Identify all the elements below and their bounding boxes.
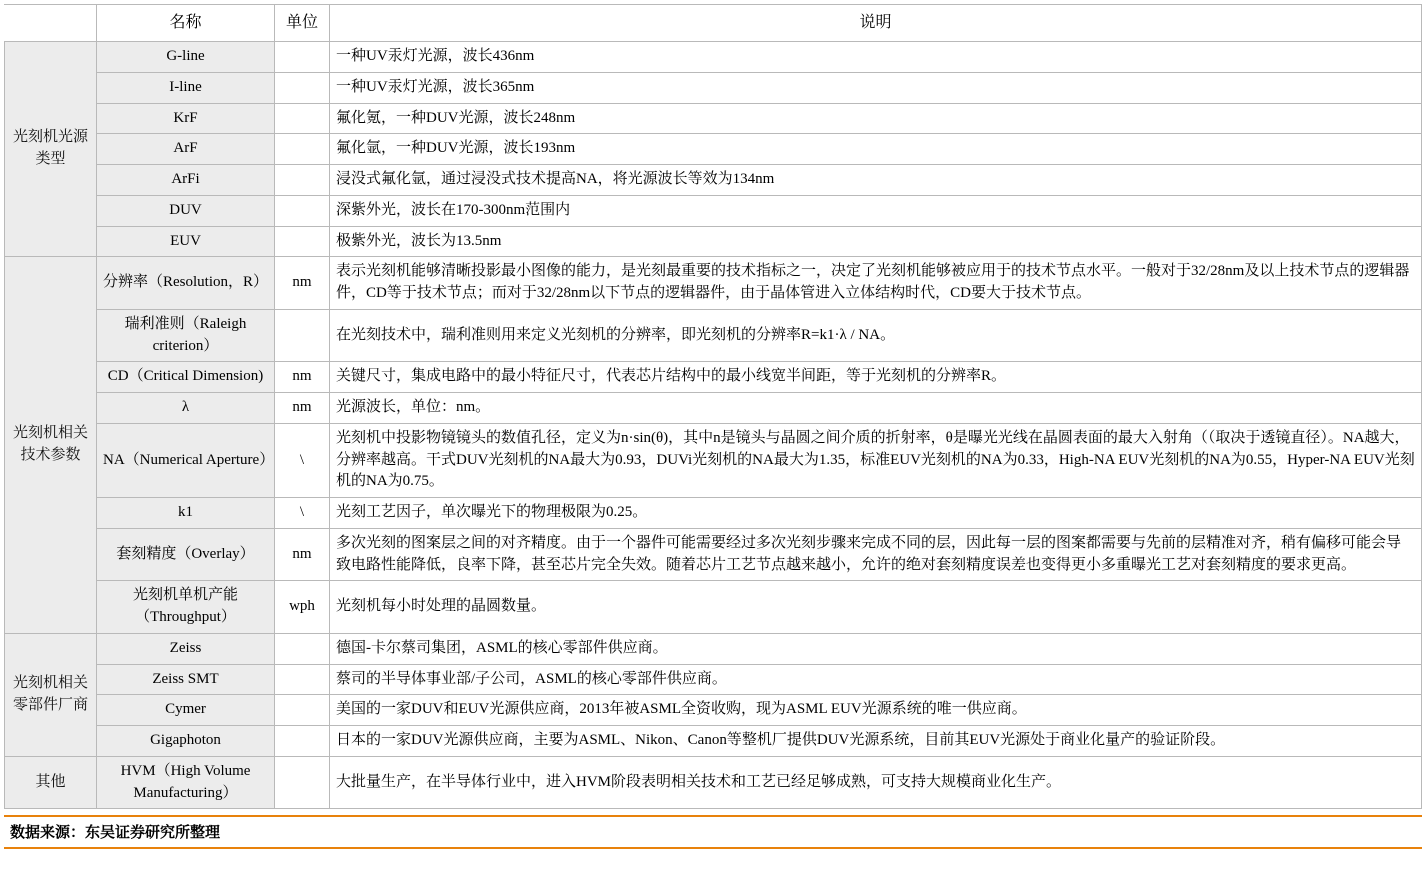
table-row [5,695,1422,726]
item-name: Gigaphoton [97,726,275,757]
item-desc: 光源波长，单位：nm。 [330,393,1422,424]
item-name: I-line [97,72,275,103]
item-desc: 极紫外光，波长为13.5nm [330,226,1422,257]
item-desc: 深紫外光，波长在170-300nm范围内 [330,195,1422,226]
item-desc: 表示光刻机能够清晰投影最小图像的能力，是光刻最重要的技术指标之一，决定了光刻机能够被应用于的技术节点水平。一般对于32/28nm及以上技术节点的逻辑器件，CD等于技术节点；而对于32/28nm以下节点的逻辑器件，由于晶体管进入立体结构时代，CD要大于技术节点。 [330,257,1422,310]
category-cell: 光刻机相关零部件厂商 [5,633,97,756]
item-name: ArFi [97,165,275,196]
table-header [5,5,1422,42]
item-name: HVM（High Volume Manufacturing） [97,756,275,809]
table-row [5,257,1422,310]
item-name: λ [97,393,275,424]
item-desc: 多次光刻的图案层之间的对齐精度。由于一个器件可能需要经过多次光刻步骤来完成不同的层，因此每一层的图案都需要与先前的层精准对齐，稍有偏移可能会导致电路性能降低，良率下降，甚至芯片完全失效。随着芯片工艺节点越来越小，允许的绝对套刻精度误差也变得更小多重曝光工艺对套刻精度的要求更高。 [330,528,1422,581]
item-unit [275,756,330,809]
item-unit [275,165,330,196]
header-blank [5,5,97,42]
header-name: 名称 [97,5,275,42]
table-row [5,393,1422,424]
item-name: ArF [97,134,275,165]
item-unit [275,134,330,165]
item-name: 光刻机单机产能（Throughput） [97,581,275,634]
table-row [5,581,1422,634]
source-note: 数据来源：东吴证券研究所整理 [4,815,1422,849]
item-desc: 氟化氩，一种DUV光源，波长193nm [330,134,1422,165]
category-cell: 光刻机相关技术参数 [5,257,97,634]
item-name: G-line [97,42,275,73]
category-cell: 其他 [5,756,97,809]
item-unit [275,309,330,362]
item-unit [275,695,330,726]
item-desc: 关键尺寸，集成电路中的最小特征尺寸，代表芯片结构中的最小线宽半间距，等于光刻机的分辨率R。 [330,362,1422,393]
category-cell: 光刻机光源类型 [5,42,97,257]
item-desc: 美国的一家DUV和EUV光源供应商，2013年被ASML全资收购，现为ASML EUV光源系统的唯一供应商。 [330,695,1422,726]
header-desc: 说明 [330,5,1422,42]
item-desc: 蔡司的半导体事业部/子公司，ASML的核心零部件供应商。 [330,664,1422,695]
item-name: Zeiss [97,633,275,664]
item-unit [275,633,330,664]
item-desc: 一种UV汞灯光源，波长365nm [330,72,1422,103]
item-desc: 日本的一家DUV光源供应商，主要为ASML、Nikon、Canon等整机厂提供DUV光源系统，目前其EUV光源处于商业化量产的验证阶段。 [330,726,1422,757]
table-body [5,42,1422,809]
item-name: KrF [97,103,275,134]
item-name: CD（Critical Dimension) [97,362,275,393]
item-name: DUV [97,195,275,226]
item-unit [275,42,330,73]
item-unit: nm [275,257,330,310]
table-row [5,528,1422,581]
item-desc: 光刻机中投影物镜镜头的数值孔径，定义为n·sin(θ)，其中n是镜头与晶圆之间介质的折射率，θ是曝光光线在晶圆表面的最大入射角（（取决于透镜直径）。NA越大，分辨率越高。干式DUV光刻机的NA最大为0.93，DUVi光刻机的NA最大为1.35，标准EUV光刻机的NA为0.33，High-NA EUV光刻机的NA为0.55，Hyper-NA EUV光刻机的NA为0.75。 [330,423,1422,497]
item-name: 分辨率（Resolution，R） [97,257,275,310]
item-unit [275,103,330,134]
item-desc: 大批量生产，在半导体行业中，进入HVM阶段表明相关技术和工艺已经足够成熟，可支持大规模商业化生产。 [330,756,1422,809]
item-unit: nm [275,362,330,393]
item-name: 瑞利准则（Raleigh criterion） [97,309,275,362]
item-unit: \ [275,423,330,497]
table-row [5,726,1422,757]
item-unit [275,726,330,757]
table-row [5,362,1422,393]
item-name: NA（Numerical Aperture） [97,423,275,497]
header-unit: 单位 [275,5,330,42]
item-unit [275,226,330,257]
item-desc: 光刻机每小时处理的晶圆数量。 [330,581,1422,634]
table-row [5,165,1422,196]
item-desc: 德国-卡尔蔡司集团，ASML的核心零部件供应商。 [330,633,1422,664]
item-desc: 浸没式氟化氩，通过浸没式技术提高NA，将光源波长等效为134nm [330,165,1422,196]
spec-table [4,4,1422,809]
item-unit [275,664,330,695]
table-row [5,423,1422,497]
item-unit [275,195,330,226]
item-desc: 在光刻技术中，瑞利准则用来定义光刻机的分辨率，即光刻机的分辨率R=k1·λ / NA。 [330,309,1422,362]
item-name: Cymer [97,695,275,726]
table-row [5,72,1422,103]
item-name: Zeiss SMT [97,664,275,695]
item-unit: \ [275,498,330,529]
item-name: EUV [97,226,275,257]
table-row [5,134,1422,165]
item-desc: 氟化氪，一种DUV光源，波长248nm [330,103,1422,134]
item-unit [275,72,330,103]
item-unit: wph [275,581,330,634]
table-row [5,633,1422,664]
item-desc: 光刻工艺因子，单次曝光下的物理极限为0.25。 [330,498,1422,529]
table-row [5,226,1422,257]
table-row [5,195,1422,226]
item-unit: nm [275,393,330,424]
item-name: k1 [97,498,275,529]
table-row [5,103,1422,134]
item-unit: nm [275,528,330,581]
table-row [5,664,1422,695]
table-row [5,309,1422,362]
table-row [5,498,1422,529]
item-name: 套刻精度（Overlay） [97,528,275,581]
table-row [5,756,1422,809]
table-row [5,42,1422,73]
item-desc: 一种UV汞灯光源，波长436nm [330,42,1422,73]
